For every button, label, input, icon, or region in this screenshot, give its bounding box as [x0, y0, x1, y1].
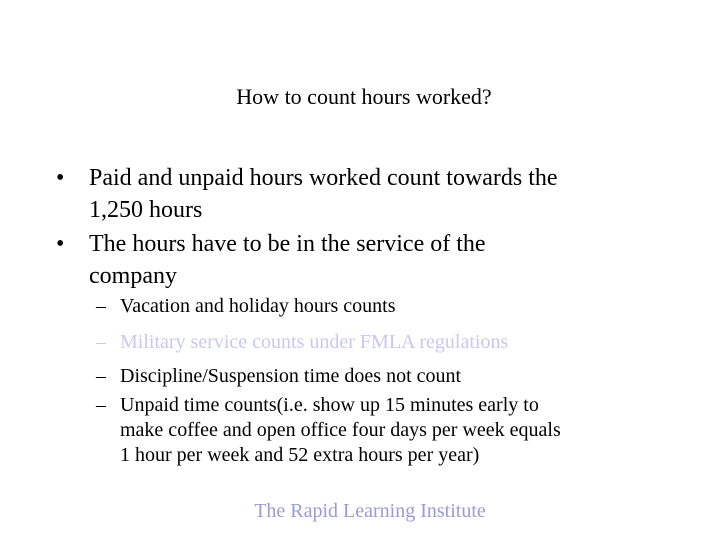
- bullet-marker: •: [56, 165, 65, 191]
- bullet-line: company: [89, 263, 177, 289]
- sub-bullet-marker: –: [96, 331, 106, 353]
- sub-bullet-discipline-suspension: [96, 364, 696, 389]
- sub-bullet-marker: –: [96, 365, 106, 387]
- bullet-line: The hours have to be in the service of the: [89, 231, 486, 257]
- bullet-line: 1,250 hours: [89, 197, 203, 223]
- sub-bullet-line: make coffee and open office four days per week equals: [120, 419, 561, 441]
- sub-bullet-line: Vacation and holiday hours counts: [120, 295, 396, 317]
- footer-institute-name: The Rapid Learning Institute: [254, 500, 486, 522]
- sub-bullet-vacation-holiday: [96, 294, 696, 319]
- slide-title: How to count hours worked?: [236, 84, 492, 109]
- bullet-marker: •: [56, 231, 65, 257]
- sub-bullet-military-service: [96, 330, 696, 355]
- sub-bullet-marker: –: [96, 295, 106, 317]
- bullet-line: Paid and unpaid hours worked count towards the: [89, 165, 558, 191]
- sub-bullet-unpaid-time: [96, 393, 696, 468]
- sub-bullet-line: 1 hour per week and 52 extra hours per year): [120, 444, 480, 466]
- bullet-service-of-company: [56, 228, 696, 292]
- bullet-paid-unpaid-hours: [56, 162, 696, 226]
- sub-bullet-marker: –: [96, 394, 106, 416]
- sub-bullet-line: Discipline/Suspension time does not count: [120, 365, 462, 387]
- sub-bullet-line: Unpaid time counts(i.e. show up 15 minutes early to: [120, 394, 539, 416]
- sub-bullet-line: Military service counts under FMLA regulations: [120, 331, 509, 353]
